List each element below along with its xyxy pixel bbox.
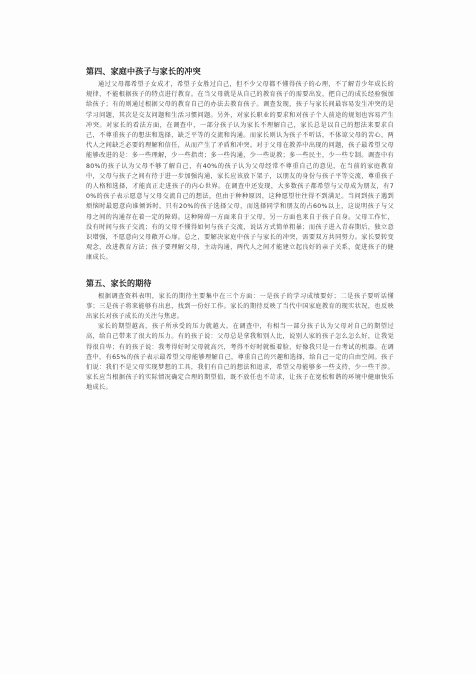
section-title: 第五、家长的期待 [86, 278, 152, 288]
section-expectation [86, 278, 394, 394]
document-body [86, 66, 394, 394]
section-gap [86, 264, 394, 278]
paragraph: 根据调查资料表明，家长的期待主要集中在三个方面：一是孩子的学习成绩要好；二是孩子要听话懂事；三是孩子将来能够有出息，找到一份好工作。家长的期待反映了当代中国家庭教育的现实状况，也反映出家长对孩子成长的关注与焦虑。 [86, 292, 394, 321]
section-title: 第四、家庭中孩子与家长的冲突 [86, 67, 201, 76]
paragraph: 通过父母都希望子女成才，希望子女胜过自己，但不少父母都不懂得孩子的心理，不了解青少年成长的规律，不能根据孩子的特点进行教育。在当父母就是从自己的教育孩子的需要出发，把自己的成长经验强加给孩子；有的则通过根据父母的教育自己的办法去教育孩子。调查发现，孩子与家长间最容易发生冲突的是学习问题，其次是交友问题和生活习惯问题。另外，对家长职业的要求和对孩子个人前途的规划也容易产生冲突。对家长的看法方面，在调查中，一部分孩子认为家长不理解自己，家长总是以自己的想法来要求自己，不尊重孩子的想法和选择，缺乏平等的交流和沟通。而家长则认为孩子不听话，不体谅父母的苦心，两代人之间缺乏必要的理解和信任，从而产生了矛盾和冲突。对于父母在教养中出现的问题，孩子最希望父母能够改进的是：多一些理解，少一些指责；多一些沟通，少一些说教；多一些民主，少一些专制。调查中有80%的孩子认为父母不够了解自己，有40%的孩子认为父母经常不尊重自己的意见，在当前的家庭教育中，父母与孩子之间有待于进一步加强沟通，家长应该放下架子，以朋友的身份与孩子平等交流，尊重孩子的人格和选择，才能真正走进孩子的内心世界。在调查中还发现，大多数孩子都希望与父母成为朋友，有70%的孩子表示愿意与父母交流自己的想法，但由于种种原因，这种愿望往往得不到满足。当问到孩子遇到烦恼时最愿意向谁倾诉时，只有20%的孩子选择父母，而选择同学和朋友的占60%以上，这说明孩子与父母之间的沟通存在着一定的障碍。这种障碍一方面来自于父母，另一方面也来自于孩子自身。父母工作忙，没有时间与孩子交流；有的父母不懂得如何与孩子交流，说话方式简单粗暴；而孩子进入青春期后，独立意识增强，不愿意向父母敞开心扉。总之，要解决家庭中孩子与家长的冲突，需要双方共同努力。家长要转变观念，改进教育方法；孩子要理解父母，主动沟通，两代人之间才能建立起良好的亲子关系，促进孩子的健康成长。 [86, 81, 394, 262]
paragraph: 家长的期望越高，孩子所承受的压力就越大。在调查中，有相当一部分孩子认为父母对自己的期望过高，给自己带来了很大的压力。有的孩子说：父母总是拿我和别人比，说别人家的孩子怎么怎么好，让我觉得很自卑；有的孩子说：我考得好时父母就高兴，考得不好时就板着脸，好像我只是一台考试的机器。在调查中，有65%的孩子表示最希望父母能够理解自己，尊重自己的兴趣和选择，给自己一定的自由空间。孩子们说：我们不是父母实现梦想的工具，我们有自己的想法和追求，希望父母能够多一些支持，少一些干涉。家长应当根据孩子的实际情况确定合理的期望值，既不放任也不苛求，让孩子在宽松和谐的环境中健康快乐地成长。 [86, 323, 394, 392]
section-conflict [86, 66, 394, 264]
